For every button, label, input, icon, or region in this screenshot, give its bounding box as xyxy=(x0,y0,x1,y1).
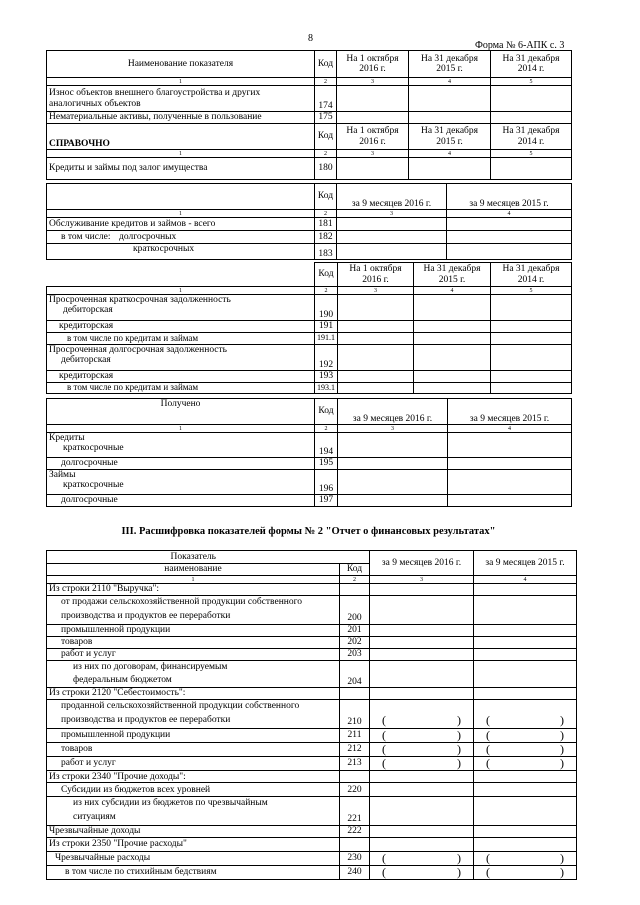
value-cell[interactable] xyxy=(491,333,572,345)
header-name: наименование xyxy=(47,564,340,576)
row-label: товаров xyxy=(47,742,340,756)
table-row xyxy=(47,433,572,458)
value-cell[interactable] xyxy=(337,218,447,231)
header-oct2016: На 1 октября 2016 г. xyxy=(337,51,409,78)
header-dec2015: На 31 декабря 2015 г. xyxy=(409,124,491,150)
value-cell[interactable] xyxy=(338,345,414,371)
row-code: 221 xyxy=(340,797,370,826)
value-cell[interactable] xyxy=(491,345,572,371)
row-code: 192 xyxy=(315,345,338,371)
row-label: товаров xyxy=(47,636,340,648)
value-cell[interactable] xyxy=(409,112,491,124)
row-label: Чрезвычайные доходы xyxy=(47,825,340,837)
col-num: 2 xyxy=(340,576,370,584)
table-row xyxy=(47,797,577,826)
header-row xyxy=(47,551,577,564)
table-row xyxy=(47,321,572,333)
col-num: 3 xyxy=(337,78,409,86)
value-cell[interactable] xyxy=(370,624,474,636)
received-table xyxy=(46,398,572,507)
header-oct2016: На 1 октября 2016 г. xyxy=(338,263,414,287)
group-title: Из строки 2120 "Себестоимость": xyxy=(47,688,340,700)
row-label: в том числе по кредитам и займам xyxy=(47,333,315,345)
table-row xyxy=(47,458,572,470)
row-code: 222 xyxy=(340,825,370,837)
paren-close: ) xyxy=(457,865,461,879)
col-num: 4 xyxy=(448,425,572,433)
col-num: 5 xyxy=(491,150,572,158)
row-code: 210 xyxy=(340,700,370,729)
value-cell[interactable] xyxy=(409,158,491,180)
row-label: долгосрочные xyxy=(47,458,315,470)
value-cell[interactable] xyxy=(491,321,572,333)
group-title: Из строки 2110 "Выручка": xyxy=(47,584,340,596)
paren-close: ) xyxy=(457,713,461,728)
row-label: Кредиты и займы под залог имущества xyxy=(47,158,315,180)
header-row xyxy=(47,399,572,425)
paren-open: ( xyxy=(486,865,490,879)
group-title: Из строки 2350 "Прочие расходы" xyxy=(47,837,340,851)
value-cell[interactable] xyxy=(370,636,474,648)
col-num: 3 xyxy=(370,576,474,584)
row-label-text: краткосрочные xyxy=(63,480,124,491)
value-cell[interactable] xyxy=(474,584,577,596)
row-label: Нематериальные активы, полученные в пользование xyxy=(47,112,315,124)
column-number-row xyxy=(47,576,577,584)
value-cell[interactable] xyxy=(370,865,474,879)
paren-close: ) xyxy=(457,728,461,742)
value-cell[interactable] xyxy=(337,231,447,244)
col-num: 1 xyxy=(47,425,315,433)
table-row xyxy=(47,244,572,260)
header-dec2014: На 31 декабря 2014 г. xyxy=(491,263,572,287)
row-code: 196 xyxy=(315,470,338,495)
paren-open: ( xyxy=(486,713,490,728)
header-oct2016: На 1 октября 2016 г. xyxy=(337,124,409,150)
col-num: 2 xyxy=(315,210,337,218)
paren-open: ( xyxy=(382,756,386,771)
header-code: Код xyxy=(315,399,338,425)
table-row xyxy=(47,851,577,865)
row-label: из них по договорам, финансируемым федеральным бюджетом xyxy=(47,660,340,688)
column-number-row xyxy=(47,425,572,433)
col-num: 2 xyxy=(315,150,337,158)
value-cell[interactable] xyxy=(474,757,577,771)
col-num: 1 xyxy=(47,576,340,584)
col-num: 1 xyxy=(47,287,315,295)
paren-open: ( xyxy=(486,742,490,756)
table-row xyxy=(47,728,577,742)
table-row xyxy=(47,596,577,625)
row-code xyxy=(340,837,370,851)
header-row xyxy=(47,51,572,78)
row-code: 174 xyxy=(315,86,337,112)
row-label: Субсидии из бюджетов всех уровней xyxy=(47,783,340,797)
table-row xyxy=(47,112,572,124)
row-code: 201 xyxy=(340,624,370,636)
header-dec2014: На 31 декабря 2014 г. xyxy=(491,124,572,150)
value-cell[interactable] xyxy=(370,797,474,826)
value-cell[interactable] xyxy=(337,158,409,180)
paren-open: ( xyxy=(382,713,386,728)
value-cell[interactable] xyxy=(474,636,577,648)
value-cell[interactable] xyxy=(447,244,572,260)
paren-close: ) xyxy=(560,713,564,728)
row-label xyxy=(47,345,315,371)
row-label: промышленной продукции xyxy=(47,728,340,742)
value-cell[interactable] xyxy=(338,458,448,470)
value-cell[interactable] xyxy=(370,742,474,756)
column-number-row xyxy=(47,150,572,158)
header-code: Код xyxy=(340,564,370,576)
value-cell[interactable] xyxy=(337,244,447,260)
row-code xyxy=(340,688,370,700)
overdue-table xyxy=(46,262,572,394)
row-label: в том числе по кредитам и займам xyxy=(47,383,315,394)
value-cell[interactable] xyxy=(338,371,414,383)
value-cell[interactable] xyxy=(491,383,572,394)
col-num: 1 xyxy=(47,78,315,86)
row-label: кредиторская xyxy=(47,371,315,383)
value-cell[interactable] xyxy=(474,783,577,797)
row-code: 204 xyxy=(340,660,370,688)
value-cell[interactable] xyxy=(337,112,409,124)
header-nine2015: за 9 месяцев 2015 г. xyxy=(447,184,572,210)
row-code: 183 xyxy=(315,244,337,260)
row-code: 213 xyxy=(340,757,370,771)
col-num: 2 xyxy=(315,287,338,295)
value-cell[interactable] xyxy=(474,851,577,865)
header-code: Код xyxy=(315,184,337,210)
value-cell[interactable] xyxy=(474,700,577,729)
group-title: Из строки 2340 "Прочие доходы": xyxy=(47,771,340,783)
table-row xyxy=(47,636,577,648)
paren-close: ) xyxy=(457,851,461,865)
value-cell[interactable] xyxy=(337,86,409,112)
value-cell[interactable] xyxy=(338,321,414,333)
col-num: 1 xyxy=(47,210,315,218)
paren-open: ( xyxy=(486,756,490,771)
value-cell[interactable] xyxy=(474,865,577,879)
page-number: 8 xyxy=(308,33,313,44)
value-cell[interactable] xyxy=(338,295,414,321)
value-cell[interactable] xyxy=(338,495,448,507)
table-row xyxy=(47,742,577,756)
row-label: кредиторская xyxy=(47,321,315,333)
row-code: 230 xyxy=(340,851,370,865)
header-row xyxy=(47,184,572,210)
financial-results-table xyxy=(46,550,577,880)
paren-open: ( xyxy=(382,728,386,742)
col-num: 3 xyxy=(338,287,414,295)
col-num: 1 xyxy=(47,150,315,158)
value-cell[interactable] xyxy=(338,470,448,495)
row-code: 211 xyxy=(340,728,370,742)
header-indicator: Показатель xyxy=(47,551,340,564)
group-title: Просроченная долгосрочная задолженность xyxy=(49,345,228,355)
row-code: 194 xyxy=(315,433,338,458)
row-label-text: краткосрочные xyxy=(63,443,124,454)
header-row xyxy=(47,124,572,150)
paren-close: ) xyxy=(560,728,564,742)
row-label xyxy=(47,470,315,495)
value-cell[interactable] xyxy=(474,771,577,783)
header-nine2016: за 9 месяцев 2016 г. xyxy=(338,399,448,425)
value-cell[interactable] xyxy=(447,231,572,244)
value-cell[interactable] xyxy=(370,660,474,688)
row-code: 197 xyxy=(315,495,338,507)
value-cell[interactable] xyxy=(414,383,491,394)
header-nine2015: за 9 месяцев 2015 г. xyxy=(448,399,572,425)
group-title: Кредиты xyxy=(49,433,85,443)
paren-open: ( xyxy=(382,851,386,865)
row-label xyxy=(47,295,315,321)
row-code: 175 xyxy=(315,112,337,124)
paren-close: ) xyxy=(560,865,564,879)
value-cell[interactable] xyxy=(409,86,491,112)
value-cell[interactable] xyxy=(338,383,414,394)
table-row xyxy=(47,231,572,244)
paren-open: ( xyxy=(486,728,490,742)
column-number-row xyxy=(47,210,572,218)
column-number-row xyxy=(47,78,572,86)
value-cell[interactable] xyxy=(414,345,491,371)
col-num: 3 xyxy=(337,210,447,218)
table-row xyxy=(47,700,577,729)
value-cell[interactable] xyxy=(474,648,577,660)
header-nine2015: за 9 месяцев 2015 г. xyxy=(474,551,577,576)
table-row xyxy=(47,771,577,783)
header-nine2016: за 9 месяцев 2016 г. xyxy=(337,184,447,210)
row-label: краткосрочных xyxy=(47,244,315,260)
value-cell[interactable] xyxy=(370,648,474,660)
value-cell[interactable] xyxy=(370,771,474,783)
col-num: 3 xyxy=(338,425,448,433)
table-row xyxy=(47,783,577,797)
col-num: 4 xyxy=(409,78,491,86)
row-label: долгосрочные xyxy=(47,495,315,507)
value-cell[interactable] xyxy=(474,837,577,851)
value-cell[interactable] xyxy=(491,158,572,180)
col-num: 4 xyxy=(447,210,572,218)
table-row xyxy=(47,371,572,383)
row-label xyxy=(47,433,315,458)
row-code: 181 xyxy=(315,218,337,231)
table-row xyxy=(47,383,572,394)
row-code: 191 xyxy=(315,321,338,333)
value-cell[interactable] xyxy=(474,825,577,837)
col-num: 3 xyxy=(337,150,409,158)
row-code: 191.1 xyxy=(315,333,338,345)
value-cell[interactable] xyxy=(370,584,474,596)
row-label: из них субсидии из бюджетов по чрезвычайным ситуациям xyxy=(47,797,340,826)
row-label: Обслуживание кредитов и займов - всего xyxy=(47,218,315,231)
row-code: 182 xyxy=(315,231,337,244)
value-cell[interactable] xyxy=(474,728,577,742)
value-cell[interactable] xyxy=(370,783,474,797)
value-cell[interactable] xyxy=(338,433,448,458)
group-title: Займы xyxy=(49,470,76,480)
row-label: проданной сельскохозяйственной продукции собственного производства и продуктов ее переработки xyxy=(47,700,340,729)
header-code: Код xyxy=(315,263,338,287)
row-label-text: долгосрочных xyxy=(119,231,177,242)
row-label-text: дебиторская xyxy=(61,355,111,366)
row-code: 180 xyxy=(315,158,337,180)
row-code: 190 xyxy=(315,295,338,321)
row-label: Износ объектов внешнего благоустройства и других аналогичных объектов xyxy=(47,86,315,112)
table-row xyxy=(47,295,572,321)
value-cell[interactable] xyxy=(370,837,474,851)
header-blank xyxy=(47,263,315,287)
value-cell[interactable] xyxy=(447,218,572,231)
value-cell[interactable] xyxy=(414,321,491,333)
paren-close: ) xyxy=(457,756,461,771)
header-name: Наименование показателя xyxy=(47,51,315,78)
row-code xyxy=(340,584,370,596)
row-code: 203 xyxy=(340,648,370,660)
row-code: 200 xyxy=(340,596,370,625)
row-label xyxy=(47,231,315,244)
paren-close: ) xyxy=(560,851,564,865)
value-cell[interactable] xyxy=(491,295,572,321)
col-num: 5 xyxy=(491,287,572,295)
value-cell[interactable] xyxy=(448,470,572,495)
value-cell[interactable] xyxy=(370,596,474,625)
value-cell[interactable] xyxy=(370,757,474,771)
value-cell[interactable] xyxy=(448,433,572,458)
row-label: Чрезвычайные расходы xyxy=(47,851,340,865)
col-num: 4 xyxy=(409,150,491,158)
paren-open: ( xyxy=(382,865,386,879)
column-number-row xyxy=(47,287,572,295)
value-cell[interactable] xyxy=(474,742,577,756)
row-label: в том числе по стихийным бедствиям xyxy=(47,865,340,879)
row-label: работ и услуг xyxy=(47,648,340,660)
col-num: 4 xyxy=(414,287,491,295)
row-code: 193 xyxy=(315,371,338,383)
header-code: Код xyxy=(315,124,337,150)
row-code xyxy=(340,771,370,783)
table-row xyxy=(47,495,572,507)
paren-open: ( xyxy=(486,851,490,865)
value-cell[interactable] xyxy=(370,728,474,742)
value-cell[interactable] xyxy=(491,371,572,383)
reference-title: СПРАВОЧНО xyxy=(47,124,315,150)
table-row xyxy=(47,688,577,700)
paren-close: ) xyxy=(560,742,564,756)
table-row xyxy=(47,624,577,636)
table-row xyxy=(47,865,577,879)
value-cell[interactable] xyxy=(491,86,572,112)
row-code: 193.1 xyxy=(315,383,338,394)
paren-close: ) xyxy=(560,756,564,771)
table-row xyxy=(47,648,577,660)
row-label-text: дебиторская xyxy=(63,305,113,316)
value-cell[interactable] xyxy=(338,333,414,345)
received-title: Получено xyxy=(47,399,315,425)
value-cell[interactable] xyxy=(414,295,491,321)
row-label: работ и услуг xyxy=(47,757,340,771)
header-nine2016: за 9 месяцев 2016 г. xyxy=(370,551,474,576)
paren-open: ( xyxy=(382,742,386,756)
col-num: 5 xyxy=(491,78,572,86)
group-title: Просроченная краткосрочная задолженность xyxy=(49,295,231,305)
header-blank xyxy=(47,184,315,210)
col-num: 4 xyxy=(474,576,577,584)
row-code: 212 xyxy=(340,742,370,756)
table-row xyxy=(47,86,572,112)
table-row xyxy=(47,333,572,345)
table-row xyxy=(47,825,577,837)
value-cell[interactable] xyxy=(370,700,474,729)
value-cell[interactable] xyxy=(414,333,491,345)
value-cell[interactable] xyxy=(474,624,577,636)
row-label: от продажи сельскохозяйственной продукции собственного производства и продуктов ее переработки xyxy=(47,596,340,625)
value-cell[interactable] xyxy=(474,596,577,625)
value-cell[interactable] xyxy=(448,458,572,470)
header-code: Код xyxy=(315,51,337,78)
table-row xyxy=(47,584,577,596)
table-row xyxy=(47,345,572,371)
value-cell[interactable] xyxy=(448,495,572,507)
header-row xyxy=(47,263,572,287)
header-blank xyxy=(340,551,370,564)
form-label: Форма № 6-АПК с. 3 xyxy=(475,40,565,51)
table-row xyxy=(47,660,577,688)
row-prefix: в том числе: xyxy=(61,231,111,242)
paren-close: ) xyxy=(457,742,461,756)
row-code: 195 xyxy=(315,458,338,470)
header-dec2014: На 31 декабря 2014 г. xyxy=(491,51,572,78)
row-code: 240 xyxy=(340,865,370,879)
value-cell[interactable] xyxy=(474,688,577,700)
table-row xyxy=(47,218,572,231)
table-row xyxy=(47,837,577,851)
value-cell[interactable] xyxy=(370,851,474,865)
col-num: 2 xyxy=(315,425,338,433)
value-cell[interactable] xyxy=(370,688,474,700)
header-dec2015: На 31 декабря 2015 г. xyxy=(409,51,491,78)
col-num: 2 xyxy=(315,78,337,86)
header-dec2015: На 31 декабря 2015 г. xyxy=(414,263,491,287)
value-cell[interactable] xyxy=(474,660,577,688)
table-row xyxy=(47,470,572,495)
row-code: 202 xyxy=(340,636,370,648)
balance-table xyxy=(46,50,572,180)
row-label: промышленной продукции xyxy=(47,624,340,636)
row-code: 220 xyxy=(340,783,370,797)
value-cell[interactable] xyxy=(414,371,491,383)
value-cell[interactable] xyxy=(491,112,572,124)
table-row xyxy=(47,158,572,180)
credit-service-table xyxy=(46,183,572,260)
section-title: III. Расшифровка показателей формы № 2 "Отчет о финансовых результатах" xyxy=(121,526,496,537)
value-cell[interactable] xyxy=(474,797,577,826)
table-row xyxy=(47,757,577,771)
value-cell[interactable] xyxy=(370,825,474,837)
